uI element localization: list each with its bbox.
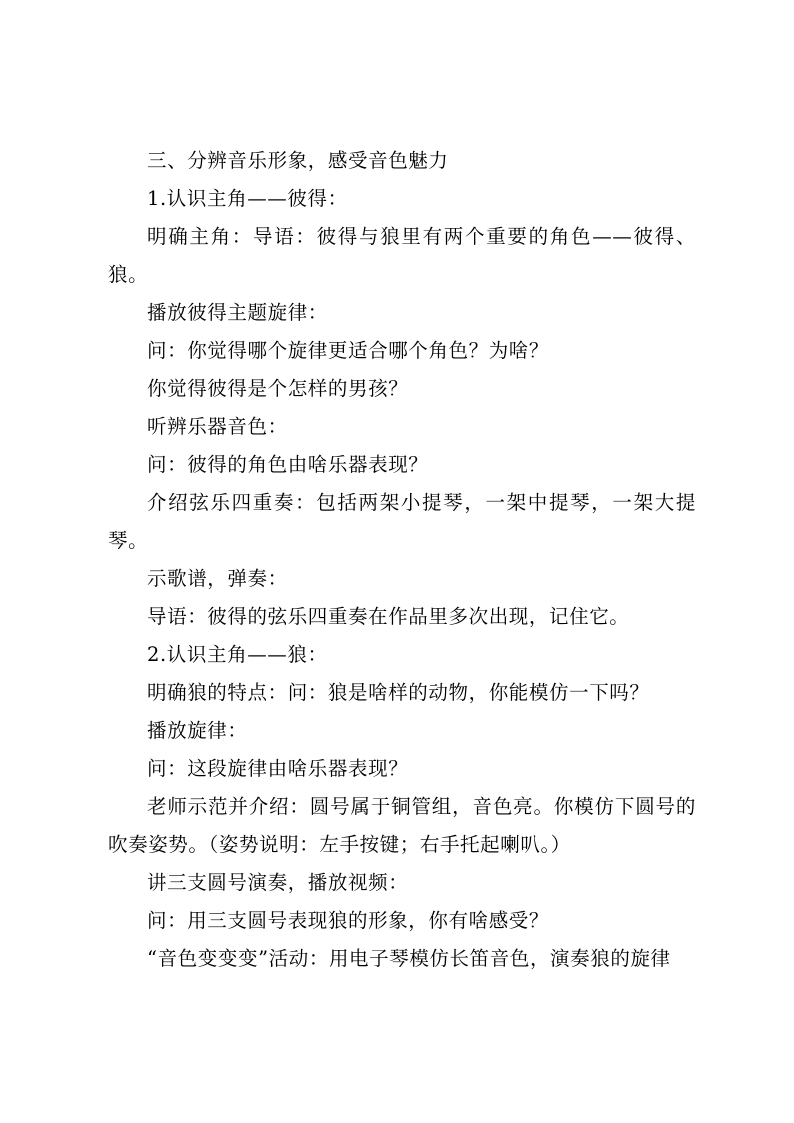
paragraph: 明确主角：导语：彼得与狼里有两个重要的角色——彼得、狼。 — [108, 225, 696, 286]
paragraph: 问：这段旋律由啥乐器表现？ — [147, 757, 409, 780]
paragraph: 问：用三支圆号表现狼的形象，你有啥感受？ — [147, 909, 550, 932]
document-body — [108, 142, 696, 978]
paragraph: 你觉得彼得是个怎样的男孩？ — [147, 377, 409, 400]
paragraph: 讲三支圆号演奏，播放视频： — [147, 871, 409, 894]
paragraph: “音色变变变”活动：用电子琴模仿长笛音色，演奏狼的旋律 — [147, 947, 671, 970]
paragraph: 介绍弦乐四重奏：包括两架小提琴，一架中提琴，一架大提琴。 — [108, 491, 696, 552]
paragraph: 播放彼得主题旋律： — [147, 301, 328, 324]
paragraph: 问：彼得的角色由啥乐器表现？ — [147, 453, 429, 476]
paragraph: 导语：彼得的弦乐四重奏在作品里多次出现，记住它。 — [147, 605, 630, 628]
paragraph: 播放旋律： — [147, 719, 248, 742]
subsection-heading: 1.认识主角——彼得： — [147, 187, 348, 210]
subsection-heading: 2.认识主角——狼： — [147, 643, 328, 666]
paragraph: 示歌谱，弹奏： — [147, 567, 288, 590]
paragraph: 老师示范并介绍：圆号属于铜管组，音色亮。你模仿下圆号的吹奏姿势。（姿势说明：左手按键；右手托起喇叭。） — [108, 795, 696, 856]
paragraph: 听辨乐器音色： — [147, 415, 288, 438]
paragraph: 明确狼的特点：问：狼是啥样的动物，你能模仿一下吗？ — [147, 681, 650, 704]
paragraph: 问：你觉得哪个旋律更适合哪个角色？为啥？ — [147, 339, 550, 362]
section-heading: 三、分辨音乐形象，感受音色魅力 — [147, 149, 449, 172]
